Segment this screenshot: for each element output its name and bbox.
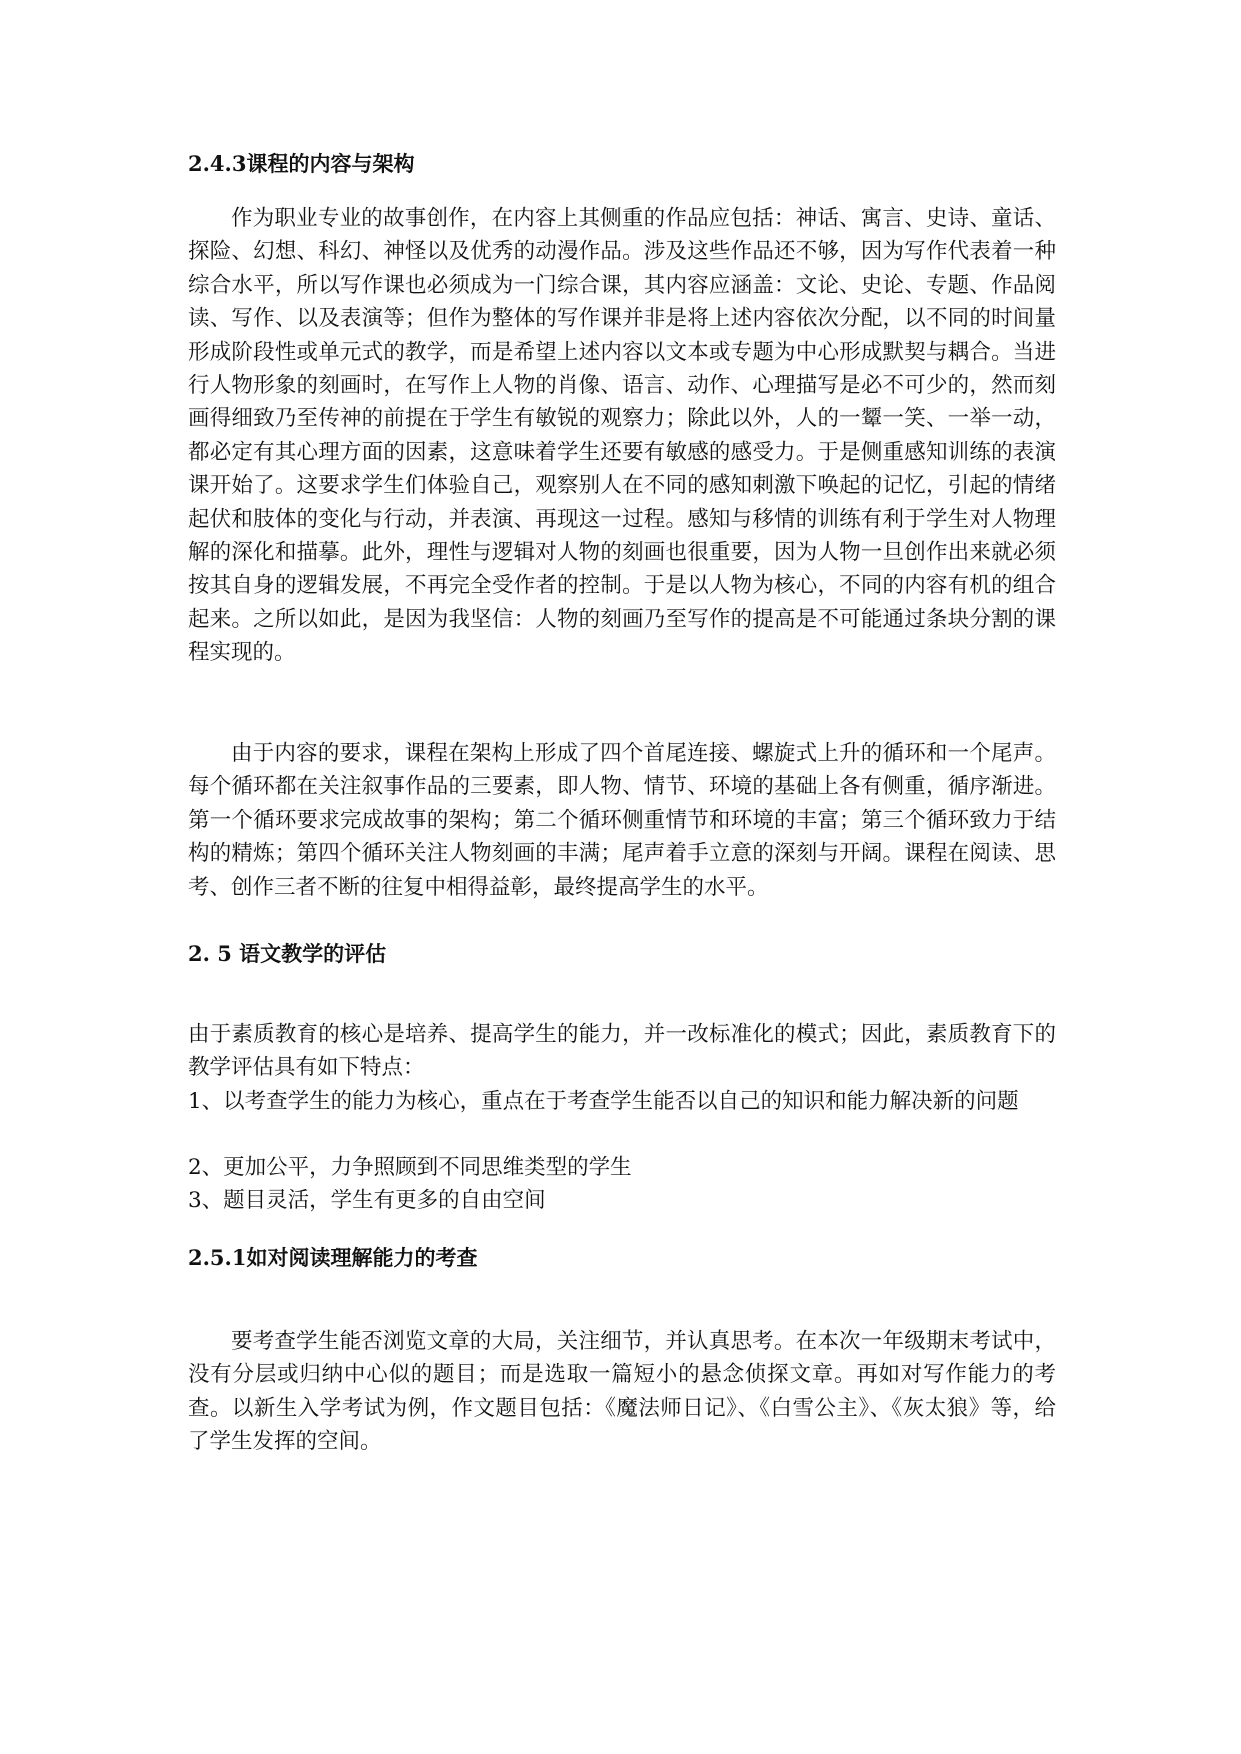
list-item-evaluation-3: 3、题目灵活，学生有更多的自由空间 [188,1188,546,1213]
list-item-evaluation-1: 1、以考查学生的能力为核心，重点在于考查学生能否以自己的知识和能力解决新的问题 [188,1089,1019,1114]
list-item-evaluation-2: 2、更加公平，力争照顾到不同思维类型的学生 [188,1155,632,1180]
paragraph-reading-assessment: 要考查学生能否浏览文章的大局，关注细节，并认真思考。在本次一年级期末考试中，没有分层或归纳中心似的题目；而是选取一篇短小的悬念侦探文章。再如对写作能力的考查。以新生入学考试为例，作文题目包括：《魔法师日记》、《白雪公主》、《灰太狼》等，给了学生发挥的空间。 [188,1329,1056,1455]
section-heading-2-5-1: 2.5.1如对阅读理解能力的考查 [188,1245,478,1270]
section-heading-2-4-3: 2.4.3课程的内容与架构 [188,151,415,176]
section-heading-2-5: 2. 5 语文教学的评估 [188,941,387,966]
paragraph-course-structure: 由于内容的要求，课程在架构上形成了四个首尾连接、螺旋式上升的循环和一个尾声。每个循环都在关注叙事作品的三要素，即人物、情节、环境的基础上各有侧重，循序渐进。第一个循环要求完成故事的架构；第二个循环侧重情节和环境的丰富；第三个循环致力于结构的精炼；第四个循环关注人物刻画的丰满；尾声着手立意的深刻与开阔。课程在阅读、思考、创作三者不断的往复中相得益彰，最终提高学生的水平。 [188,741,1056,900]
paragraph-evaluation-intro: 由于素质教育的核心是培养、提高学生的能力，并一改标准化的模式；因此，素质教育下的教学评估具有如下特点： [188,1022,1056,1081]
paragraph-course-content: 作为职业专业的故事创作，在内容上其侧重的作品应包括：神话、寓言、史诗、童话、探险、幻想、科幻、神怪以及优秀的动漫作品。涉及这些作品还不够，因为写作代表着一种综合水平，所以写作课也必须成为一门综合课，其内容应涵盖：文论、史论、专题、作品阅读、写作、以及表演等；但作为整体的写作课并非是将上述内容依次分配，以不同的时间量形成阶段性或单元式的教学，而是希望上述内容以文本或专题为中心形成默契与耦合。当进行人物形象的刻画时，在写作上人物的肖像、语言、动作、心理描写是必不可少的，然而刻画得细致乃至传神的前提在于学生有敏锐的观察力；除此以外，人的一颦一笑、一举一动，都必定有其心理方面的因素，这意味着学生还要有敏感的感受力。于是侧重感知训练的表演课开始了。这要求学生们体验自己，观察别人在不同的感知刺激下唤起的记忆，引起的情绪起伏和肢体的变化与行动，并表演、再现这一过程。感知与移情的训练有利于学生对人物理解的深化和描摹。此外，理性与逻辑对人物的刻画也很重要，因为人物一旦创作出来就必须按其自身的逻辑发展，不再完全受作者的控制。于是以人物为核心，不同的内容有机的组合起来。之所以如此，是因为我坚信：人物的刻画乃至写作的提高是不可能通过条块分割的课程实现的。 [188,206,1056,666]
